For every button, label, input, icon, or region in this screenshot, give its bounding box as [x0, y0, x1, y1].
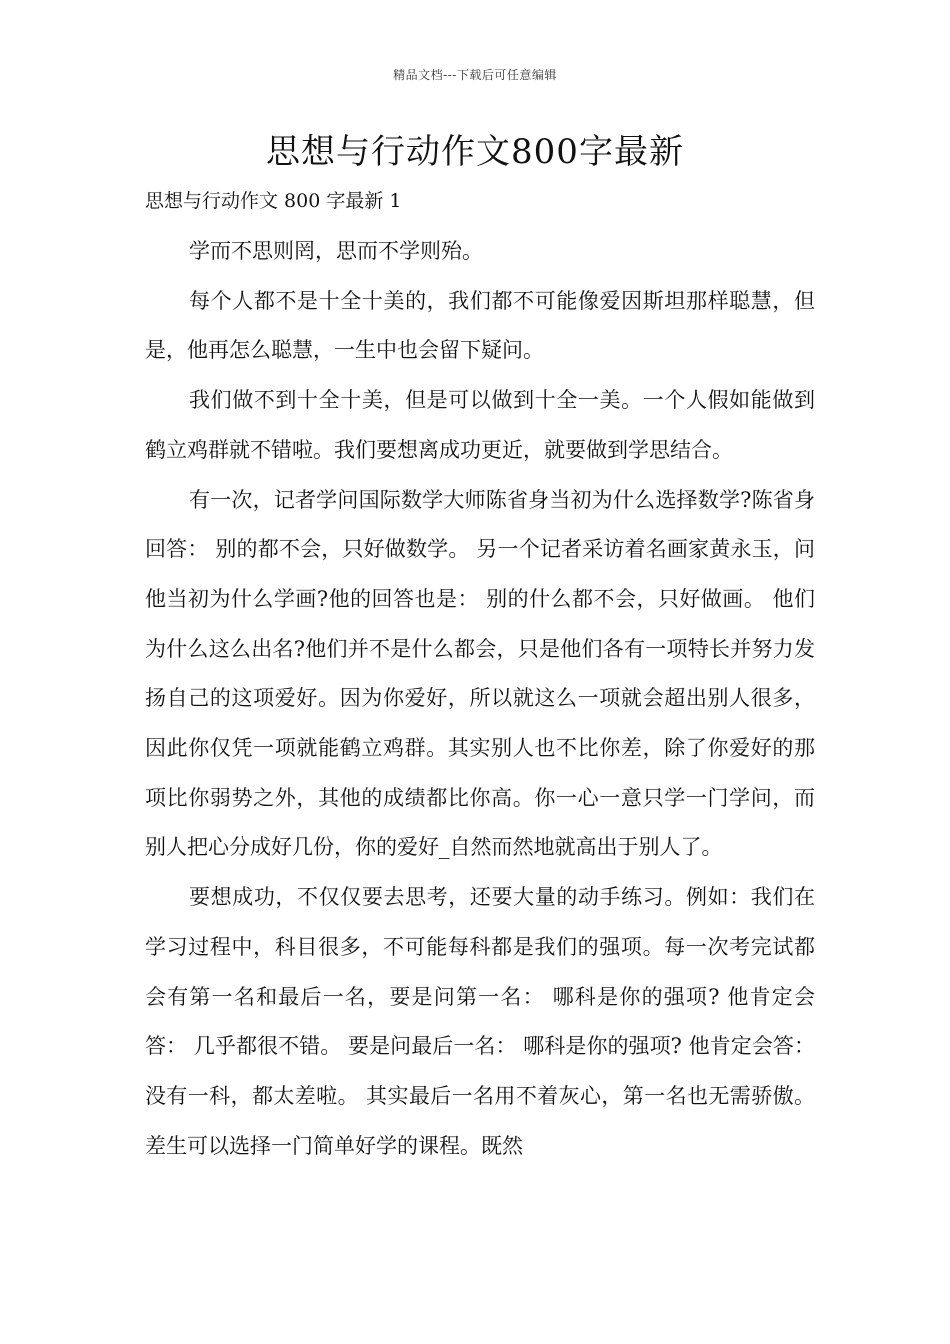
document-title: 思想与行动作文800字最新 — [266, 132, 684, 172]
paragraph-5: 要想成功，不仅仅要去思考，还要大量的动手练习。例如：我们在学习过程中，科目很多，不可能每科都是我们的强项。每一次考完试都会有第一名和最后一名，要是问第一名： 哪科是你的强项? 他肯定会答： 几乎都很不错。 要是问最后一名： 哪科是你的强项? 他肯定会答： 没有一科，都太差啦。 其实最后一名用不着灰心，第一名也无需骄傲。差生可以选择一门简单好学的课程。既然 — [145, 885, 815, 1158]
paragraph-4: 有一次，记者学问国际数学大师陈省身当初为什么选择数学?陈省身回答： 别的都不会，只好做数学。 另一个记者采访着名画家黄永玉，问他当初为什么学画?他的回答也是： 别的什么都不会，只好做画。 他们为什么这么出名?他们并不是什么都会，只是他们各有一项特长并努力发扬自己的这项爱好。因为你爱好，所以就这么一项就会超出别人很多，因此你仅凭一项就能鹤立鸡群。其实别人也不比你差，除了你爱好的那项比你弱势之外，其他的成绩都比你高。你一心一意只学一门学问，而别人把心分成好几份，你的爱好_自然而然地就高出于别人了。 — [145, 487, 815, 860]
header-note: 精品文档---下载后可任意编辑 — [393, 68, 557, 82]
paragraph-2: 每个人都不是十全十美的，我们都不可能像爱因斯坦那样聪慧，但是，他再怎么聪慧，一生中也会留下疑问。 — [145, 288, 815, 363]
body-text — [145, 227, 815, 1171]
paragraph-3: 我们做不到十全十美，但是可以做到十全一美。一个人假如能做到鹤立鸡群就不错啦。我们要想离成功更近，就要做到学思结合。 — [145, 388, 815, 462]
paragraph-1: 学而不思则罔，思而不学则殆。 — [189, 239, 483, 263]
section-subtitle: 思想与行动作文 800 字最新 1 — [145, 190, 402, 212]
